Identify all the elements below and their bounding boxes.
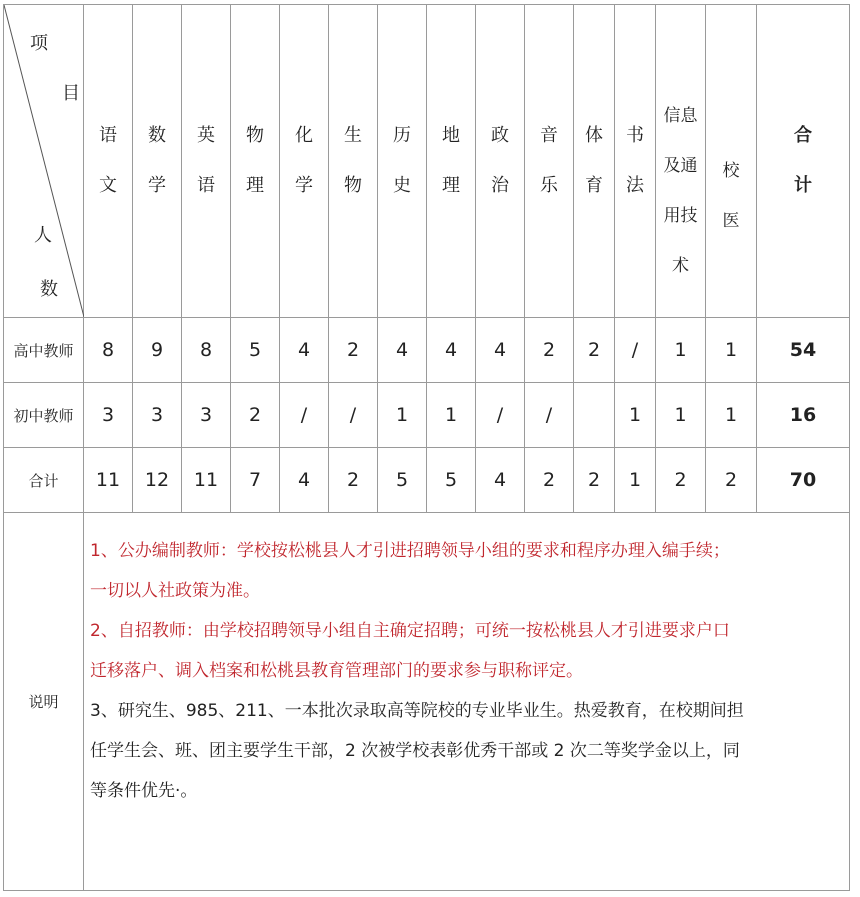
subject-header-tiyu: 体 育: [574, 5, 615, 318]
notes-content: [84, 513, 850, 891]
table-cell: 11: [182, 448, 231, 513]
table-cell: 4: [378, 318, 427, 383]
recruitment-table: [3, 4, 850, 891]
table-cell: 7: [231, 448, 280, 513]
table-cell: 4: [476, 448, 525, 513]
table-cell: 1: [615, 383, 656, 448]
subject-header-xiaoyi: 校 医: [706, 5, 757, 318]
table-cell: 2: [574, 318, 615, 383]
corner-label-shu: 数: [40, 279, 58, 300]
note-item-2: 2、自招教师：由学校招聘领导小组自主确定招聘；可统一按松桃县人才引进要求户口 迁移落户、调入档案和松桃县教育管理部门的要求参与职称评定。: [90, 621, 730, 681]
table-cell: 8: [84, 318, 133, 383]
subject-header-dili: 地 理: [427, 5, 476, 318]
subject-header-shuxue: 数 学: [133, 5, 182, 318]
total-header: 合 计: [757, 5, 850, 318]
table-cell: /: [476, 383, 525, 448]
header-row: [4, 5, 850, 318]
note-item-3: 3、研究生、985、211、一本批次录取高等院校的专业毕业生。热爱教育，在校期间担 任学生会、班、团主要学生干部，2 次被学校表彰优秀干部或 2 次二等奖学金以上，同 等条件优先·。: [90, 701, 744, 801]
table-cell: /: [615, 318, 656, 383]
row-label: 初中教师: [4, 383, 84, 448]
table-cell: 1: [615, 448, 656, 513]
table-cell: /: [525, 383, 574, 448]
table-cell: 5: [378, 448, 427, 513]
table-cell: 12: [133, 448, 182, 513]
table-cell: 9: [133, 318, 182, 383]
table-row-junior: [4, 383, 850, 448]
subject-header-xinxi: 信息 及通 用技 术: [656, 5, 706, 318]
table-cell: 2: [329, 318, 378, 383]
table-cell: 2: [525, 448, 574, 513]
table-cell: /: [280, 383, 329, 448]
subject-header-wuli: 物 理: [231, 5, 280, 318]
table-cell: 1: [706, 318, 757, 383]
table-cell: 4: [476, 318, 525, 383]
table-cell: 2: [329, 448, 378, 513]
subject-header-yuwen: 语 文: [84, 5, 133, 318]
corner-label-xiang: 项: [30, 33, 48, 54]
subject-header-huaxue: 化 学: [280, 5, 329, 318]
subject-header-zhengzhi: 政 治: [476, 5, 525, 318]
table-cell: 2: [231, 383, 280, 448]
table-cell: 5: [231, 318, 280, 383]
table-row-total: [4, 448, 850, 513]
table-cell: 3: [182, 383, 231, 448]
row-total: 54: [757, 318, 850, 383]
corner-label-ren: 人: [34, 225, 52, 246]
table-cell: 2: [706, 448, 757, 513]
row-total: 16: [757, 383, 850, 448]
subject-header-yingyu: 英 语: [182, 5, 231, 318]
corner-label-mu: 目: [62, 83, 80, 104]
row-total: 70: [757, 448, 850, 513]
subject-header-lishi: 历 史: [378, 5, 427, 318]
table-cell: 1: [427, 383, 476, 448]
table-cell: 11: [84, 448, 133, 513]
table-cell: 2: [525, 318, 574, 383]
subject-header-yinyue: 音 乐: [525, 5, 574, 318]
table-cell: 4: [280, 318, 329, 383]
table-cell: 5: [427, 448, 476, 513]
subject-header-shengwu: 生 物: [329, 5, 378, 318]
table-cell: /: [329, 383, 378, 448]
table-cell: 1: [706, 383, 757, 448]
row-label: 合计: [4, 448, 84, 513]
notes-row: [4, 513, 850, 891]
table-cell: 4: [427, 318, 476, 383]
table-row-senior: [4, 318, 850, 383]
table-cell: 2: [656, 448, 706, 513]
table-cell: 4: [280, 448, 329, 513]
table-cell: 3: [133, 383, 182, 448]
subject-header-shufa: 书 法: [615, 5, 656, 318]
table-cell: 3: [84, 383, 133, 448]
corner-header-cell: [4, 5, 84, 318]
note-item-1: 1、公办编制教师：学校按松桃县人才引进招聘领导小组的要求和程序办理入编手续； 一切以人社政策为准。: [90, 541, 730, 601]
table-cell: 8: [182, 318, 231, 383]
table-cell: 1: [656, 383, 706, 448]
table-cell: 1: [656, 318, 706, 383]
row-label: 高中教师: [4, 318, 84, 383]
table-cell: [574, 383, 615, 448]
recruitment-table-container: [3, 4, 850, 891]
notes-label: 说明: [4, 513, 84, 891]
table-cell: 2: [574, 448, 615, 513]
table-cell: 1: [378, 383, 427, 448]
